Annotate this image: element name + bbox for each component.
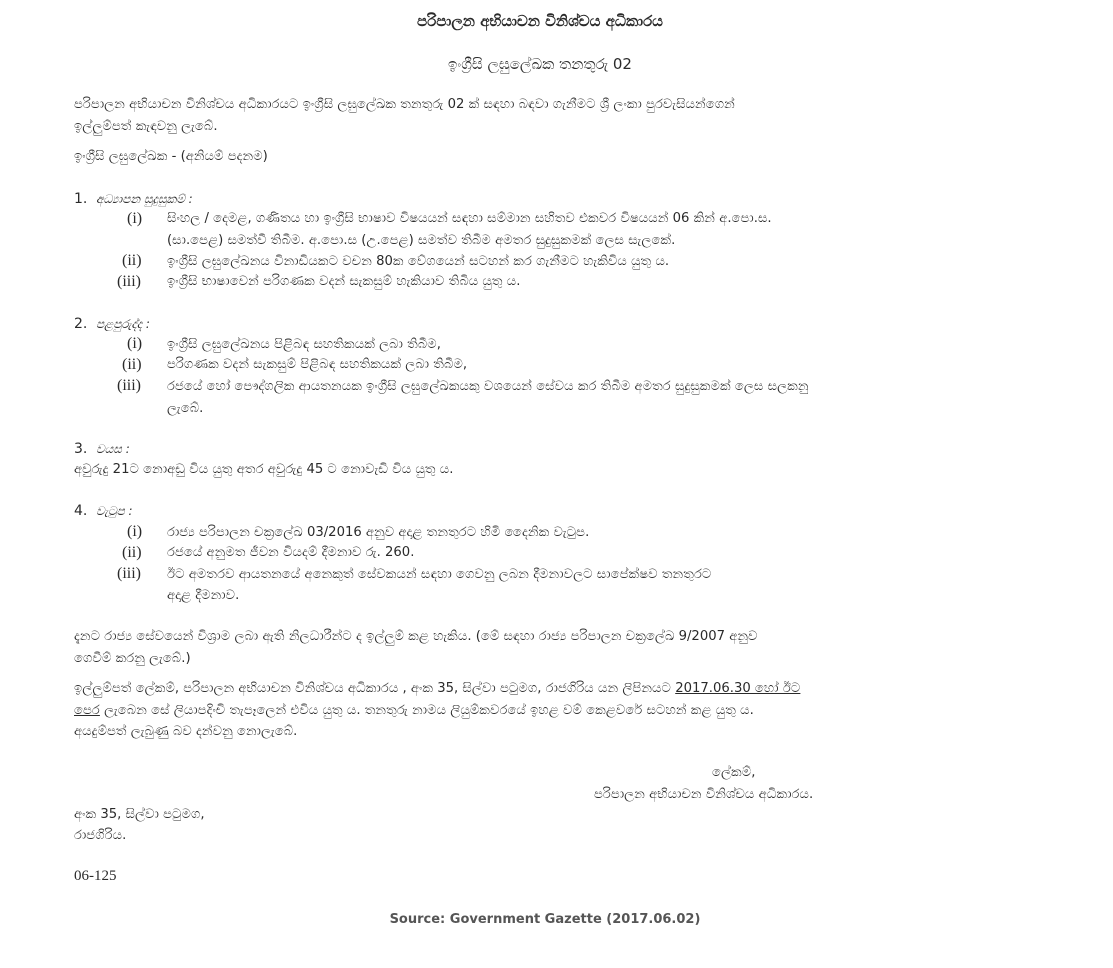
section-2-number: 2. <box>74 316 88 332</box>
signature-organization: පරිපාලන අභියාචන විනිශ්චය අධිකාරය. <box>594 787 814 802</box>
section-1-item-3-line-1: ඉංග්‍රීසි භාෂාවෙන් පරිගණක වදන් සැකසුම් හැකියාව තිබිය යුතු ය. <box>167 274 521 289</box>
submission-line-1 <box>74 678 800 700</box>
signature-title: ලේකම්, <box>712 765 756 780</box>
section-4-item-3-numeral: (iii) <box>117 565 141 582</box>
section-4-item-1-numeral: (i) <box>127 523 143 540</box>
section-4-heading: වැටුප : <box>96 504 133 518</box>
section-4-item-3-line-1: ඊට අමතරව ආයතනයේ අනෙකුත් සේවකයන් සඳහා ගෙවනු ලබන දීමනාවලට සාපේක්ෂව තනතුරට <box>167 567 712 582</box>
section-3-number: 3. <box>74 441 88 457</box>
intro-line-2: ඉල්ලුම්පත් කැඳවනු ලැබේ. <box>74 119 218 134</box>
section-1-item-1-line-2: (සා.පෙළ) සමත්වී තිබීම. අ.පො.ස (උ.පෙළ) සමත්ව තිබීම අමතර සුදුසුකමක් ලෙස සැලකේ. <box>167 233 676 248</box>
section-2-item-1-line-1: ඉංග්‍රීසි ලඝුලේඛනය පිළිබඳ සහතිකයක් ලබා තිබීම, <box>167 337 441 352</box>
section-1-item-2-numeral: (ii) <box>122 252 142 269</box>
section-1-item-1-numeral: (i) <box>127 210 143 227</box>
section-2-item-2-line-1: පරිගණක වදන් සැකසුම් පිළිබඳ සහතිකයක් ලබා තිබීම, <box>167 357 468 372</box>
section-2-item-2-numeral: (ii) <box>122 356 142 373</box>
section-4-item-2-numeral: (ii) <box>122 544 142 561</box>
source-caption: Source: Government Gazette (2017.06.02) <box>389 912 701 927</box>
deadline-date-continued: පෙර <box>74 703 100 718</box>
page-title: පරිපාලන අභියාචන විනිශ්චය අධිකාරය <box>417 12 663 30</box>
section-1-item-1-line-1: සිංහල / දෙමළ, ගණිතය හා ඉංග්‍රීසි භාෂාව විෂයයන් සඳහා සම්මාන සහිතව එකවර විෂයයන් 06 කින් අ.පො.ස. <box>167 211 772 226</box>
section-2-item-3-numeral: (iii) <box>117 377 141 394</box>
section-2-heading: පළපුරුද්ද : <box>96 317 150 331</box>
submission-line-3: අයදුම්පත් ලැබුණු බව දන්වනු නොලැබේ. <box>74 724 298 739</box>
retiree-note-line-2: ගෙවීම් කරනු ලැබේ.) <box>74 651 191 666</box>
section-4-item-1-line-1: රාජ්‍ය පරිපාලන චක්‍රලේඛ 03/2016 අනුව අදාළ තනතුරට හිමි දෛනික වැටුප. <box>167 525 590 540</box>
address-line-2: රාජගිරිය. <box>74 828 127 843</box>
submission-line-2 <box>74 700 754 722</box>
section-4-number: 4. <box>74 503 88 519</box>
section-4-item-3-line-2: අදාළ දීමනාව. <box>167 588 240 603</box>
retiree-note-line-1: දැනට රාජ්‍ය සේවයෙන් විශ්‍රාම ලබා ඇති නිලධාරීන්ට ද ඉල්ලුම් කළ හැකිය. (මේ සඳහා රාජ්‍ය පරිපාලන චක්‍රලේඛ 9/2007 අනුව <box>74 629 758 644</box>
section-2-item-3-line-2: ලැබේ. <box>167 401 204 416</box>
post-line: ඉංග්‍රීසි ලඝුලේඛක - (අනියම් පදනම) <box>74 149 268 164</box>
section-4-item-2-line-1: රජයේ අනුමත ජීවන වියදම් දීමනාව රු. 260. <box>167 545 415 560</box>
section-3-text: අවුරුදු 21ට නොඅඩු විය යුතු අතර අවුරුදු 45 ට නොවැඩි විය යුතු ය. <box>74 462 454 477</box>
section-1-item-2-line-1: ඉංග්‍රීසි ලඝුලේඛනය විනාඩියකට වචන 80ක වේගයෙන් සටහන් කර ගැනීමට හැකිවිය යුතු ය. <box>167 254 670 269</box>
deadline-date: 2017.06.30 හෝ ඊට <box>675 681 801 696</box>
section-1-item-3-numeral: (iii) <box>117 273 141 290</box>
section-3-heading: වයස : <box>96 442 130 456</box>
section-2-item-1-numeral: (i) <box>127 335 143 352</box>
reference-code: 06-125 <box>74 868 117 884</box>
submission-instructions-text: ලැබෙන සේ ලියාපදිංචි තැපෑලෙන් එවිය යුතු ය. තනතුරු නාමය ලියුම්කවරයේ ඉහළ වම් කෙළවරේ සටහන් කළ යුතු ය. <box>99 703 754 718</box>
section-1-number: 1. <box>74 191 88 207</box>
section-1-heading: අධ්‍යාපන සුදුසුකම් : <box>96 192 193 206</box>
intro-line-1: පරිපාලන අභියාචන විනිශ්චය අධිකාරයට ඉංග්‍රීසි ලඝුලේඛක තනතුරු 02 ක් සඳහා බඳවා ගැනීමට ශ්‍රී ලංකා පුරවැසියන්ගෙන් <box>74 97 735 112</box>
page-subtitle: ඉංග්‍රීසි ලඝුලේඛක තනතුරු 02 <box>448 55 632 73</box>
address-line-1: අංක 35, සිල්වා පටුමග, <box>74 807 205 822</box>
submission-address-text: ඉල්ලුම්පත් ලේකම්, පරිපාලන අභියාචන විනිශ්චය අධිකාරය , අංක 35, සිල්වා පටුමග, රාජගිරිය යන ලිපිනයට <box>74 681 676 696</box>
section-2-item-3-line-1: රජයේ හෝ පෞද්ගලික ආයතනයක ඉංග්‍රීසි ලඝුලේඛකයකු වශයෙන් සේවය කර තිබීම අමතර සුදුසුකමක් ලෙස සලකනු <box>167 379 809 394</box>
